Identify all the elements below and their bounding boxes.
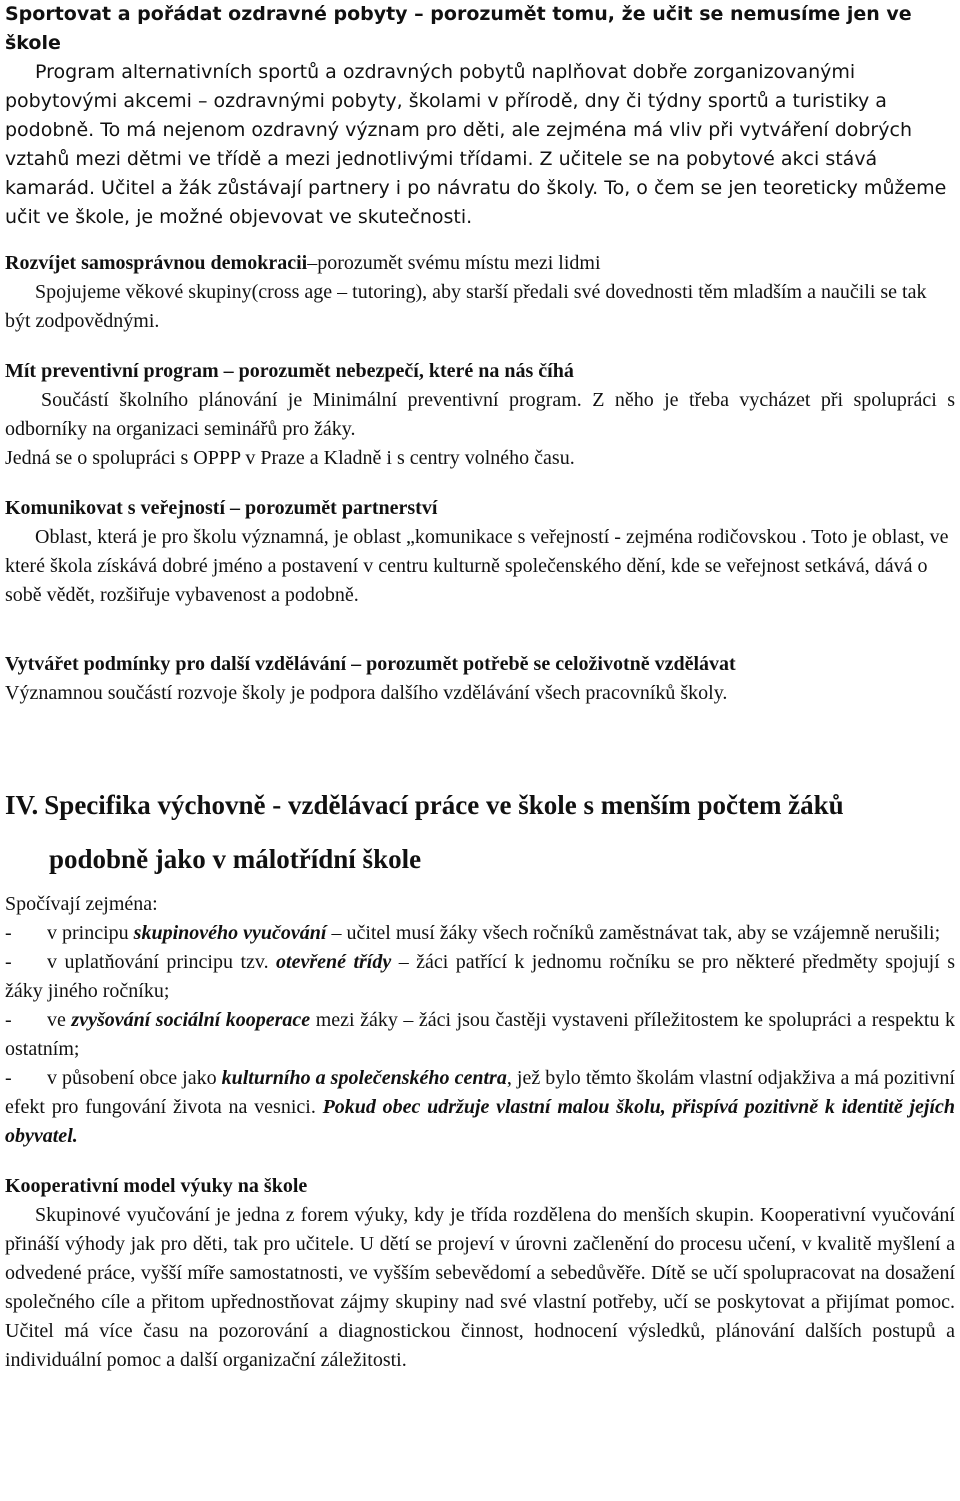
chapter-number: IV. bbox=[5, 790, 39, 820]
chapter-title: Specifika výchovně - vzdělávací práce ve škole s menším počtem žáků bbox=[44, 790, 844, 820]
section-sport bbox=[5, 0, 955, 232]
list-dash: - bbox=[5, 1009, 12, 1031]
section-heading: Kooperativní model výuky na škole bbox=[5, 1175, 308, 1197]
list-emphasis: zvyšování sociální kooperace bbox=[71, 1009, 311, 1031]
list-intro: Spočívají zejména: bbox=[5, 893, 158, 915]
list-dash: - bbox=[5, 1067, 12, 1089]
list-emphasis: skupinového vyučování bbox=[133, 922, 327, 944]
list-item: - ve zvyšování sociální kooperace mezi žáky – žáci jsou častěji vystaveni příležitostem ke spolupráci a respektu k ostatním; bbox=[5, 1006, 955, 1064]
section-heading: Mít preventivní program – porozumět nebezpečí, které na nás číhá bbox=[5, 360, 574, 382]
section-body: Program alternativních sportů a ozdravných pobytů naplňovat dobře zorganizovanými pobytovými akcemi – ozdravnými pobyty, školami v přírodě, dny či týdny sportů a turistiky a podobně. To má nejenom ozdravný význam pro děti, ale zejména má vliv při vytváření dobrých vztahů mezi dětmi ve třídě a mezi jednotlivými třídami. Z učitele se na pobytové akci stává kamarád. Učitel a žák zůstávají partnery i po návratu do školy. To, o čem se jen teoreticky můžeme učit ve škole, je možné objevovat ve skutečnosti. bbox=[5, 61, 947, 228]
section-heading: Komunikovat s veřejností – porozumět partnerství bbox=[5, 497, 438, 519]
section-body: Součástí školního plánování je Minimální preventivní program. Z něho je třeba vycházet při spolupráci s odborníky na organizaci seminářů pro žáky. bbox=[5, 389, 955, 440]
list-item: - v působení obce jako kulturního a společenského centra, jež bylo těmto školám vlastní odjakživa a má pozitivní efekt pro fungování života na vesnici. Pokud obec udržuje vlastní malou školu, přispívá pozitivně k identitě jejích obyvatel. bbox=[5, 1064, 955, 1151]
section-heading: Rozvíjet samosprávnou demokracii bbox=[5, 252, 308, 274]
section-body-2: Jedná se o spolupráci s OPPP v Praze a Kladně i s centry volného času. bbox=[5, 447, 575, 469]
section-public bbox=[5, 494, 955, 610]
section-body: Spojujeme věkové skupiny(cross age – tutoring), aby starší předali své dovednosti těm mladším a naučili se tak být zodpovědnými. bbox=[5, 281, 927, 332]
section-education bbox=[5, 650, 955, 708]
list-emphasis: kulturního a společenského centra bbox=[221, 1067, 507, 1089]
section-body: Významnou součástí rozvoje školy je podpora dalšího vzdělávání všech pracovníků školy. bbox=[5, 682, 728, 704]
list-emphasis: otevřené třídy bbox=[276, 951, 392, 973]
section-heading-line bbox=[5, 249, 955, 278]
section-cooperative bbox=[5, 1172, 955, 1375]
section-democracy bbox=[5, 249, 955, 336]
section-heading: Vytvářet podmínky pro další vzdělávání – porozumět potřebě se celoživotně vzdělávat bbox=[5, 653, 736, 675]
list-item: - v principu skupinového vyučování – učitel musí žáky všech ročníků zaměstnávat tak, aby se vzájemně nerušili; bbox=[5, 919, 955, 948]
section-body: Skupinové vyučování je jedna z forem výuky, kdy je třída rozdělena do menších skupin. Kooperativní vyučování přináší výhody jak pro děti, tak pro učitele. U dětí se projeví v úrovni začlenění do procesu učení, v kvalitě myšlení a odvedené práce, vyšší míře samostatnosti, ve vyšším sebevědomí a sebedůvěře. Dítě se učí spolupracovat na dosažení společného cíle a přitom upřednostňovat zájmy skupiny nad své vlastní potřeby, učí se poskytovat a přijímat pomoc. Učitel má více času na pozorování a diagnostickou činnost, hodnocení výsledků, plánování dalších postupů a individuální pomoc a další organizační záležitosti. bbox=[5, 1204, 955, 1371]
chapter-heading bbox=[5, 788, 955, 876]
list-item: - v uplatňování principu tzv. otevřené třídy – žáci patřící k jednomu ročníku se pro některé předměty spojují s žáky jiného ročníku; bbox=[5, 948, 955, 1006]
chapter-title-line-1 bbox=[5, 788, 955, 822]
list-dash: - bbox=[5, 951, 12, 973]
section-body: Oblast, která je pro školu významná, je oblast „komunikace s veřejností - zejména rodičovskou . Toto je oblast, ve které škola získává dobré jméno a postavení v centru kulturně společenského dění, kde se veřejnost setkává, dává o sobě vědět, rozšiřuje vybavenost a podobně. bbox=[5, 526, 949, 606]
section-specifics bbox=[5, 890, 955, 1151]
document-page bbox=[5, 0, 955, 1375]
list-emphasis-2: Pokud obec udržuje vlastní malou školu, přispívá pozitivně k identitě jejích obyvatel. bbox=[5, 1096, 955, 1147]
list-dash: - bbox=[5, 922, 12, 944]
chapter-title-line-2: podobně jako v málotřídní škole bbox=[49, 844, 422, 874]
section-prevention bbox=[5, 357, 955, 473]
section-heading-rest: –porozumět svému místu mezi lidmi bbox=[307, 252, 601, 274]
section-heading: Sportovat a pořádat ozdravné pobyty – porozumět tomu, že učit se nemusíme jen ve škole bbox=[5, 3, 912, 54]
